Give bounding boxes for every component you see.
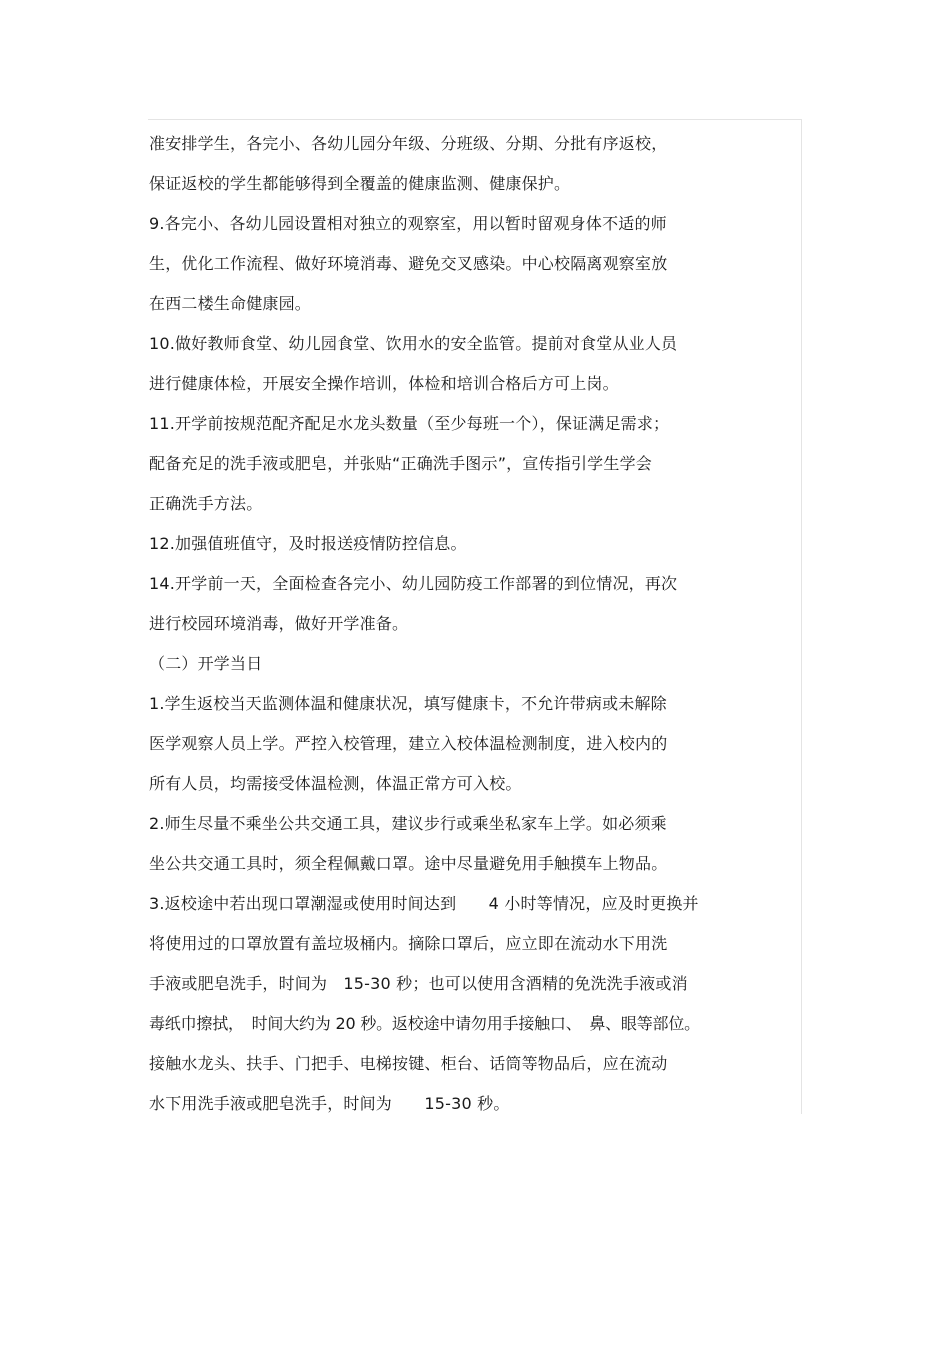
text-line: 正确洗手方法。 bbox=[149, 494, 263, 513]
text-line: 11.开学前按规范配齐配足水龙头数量（至少每班一个），保证满足需求； bbox=[149, 414, 670, 433]
text-line: 坐公共交通工具时，须全程佩戴口罩。途中尽量避免用手触摸车上物品。 bbox=[149, 854, 668, 873]
text-line: 保证返校的学生都能够得到全覆盖的健康监测、健康保护。 bbox=[149, 174, 571, 193]
text-line: 接触水龙头、扶手、门把手、电梯按键、柜台、话筒等物品后，应在流动 bbox=[149, 1054, 668, 1073]
text-line: 所有人员，均需接受体温检测，体温正常方可入校。 bbox=[149, 774, 522, 793]
text-line: 进行校园环境消毒，做好开学准备。 bbox=[149, 614, 409, 633]
text-line: 手液或肥皂洗手，时间为 15-30 秒；也可以使用含酒精的免洗洗手液或消 bbox=[149, 974, 688, 993]
text-line: 14.开学前一天，全面检查各完小、幼儿园防疫工作部署的到位情况，再次 bbox=[149, 574, 678, 593]
text-line: 生，优化工作流程、做好环境消毒、避免交叉感染。中心校隔离观察室放 bbox=[149, 254, 668, 273]
text-line: 将使用过的口罩放置有盖垃圾桶内。摘除口罩后，应立即在流动水下用洗 bbox=[149, 934, 668, 953]
text-line: 9.各完小、各幼儿园设置相对独立的观察室，用以暂时留观身体不适的师 bbox=[149, 214, 667, 233]
text-line: 医学观察人员上学。严控入校管理，建立入校体温检测制度，进入校内的 bbox=[149, 734, 668, 753]
section-heading: （二）开学当日 bbox=[149, 654, 263, 673]
text-line: 10.做好教师食堂、幼儿园食堂、饮用水的安全监管。提前对食堂从业人员 bbox=[149, 334, 678, 353]
text-line: 进行健康体检，开展安全操作培训，体检和培训合格后方可上岗。 bbox=[149, 374, 619, 393]
text-line: 毒纸巾擦拭， 时间大约为 20 秒。返校途中请勿用手接触口、 鼻、眼等部位。 bbox=[149, 1014, 700, 1033]
text-line: 2.师生尽量不乘坐公共交通工具，建议步行或乘坐私家车上学。如必须乘 bbox=[149, 814, 667, 833]
text-line: 1.学生返校当天监测体温和健康状况，填写健康卡，不允许带病或未解除 bbox=[149, 694, 667, 713]
text-line: 配备充足的洗手液或肥皂，并张贴“正确洗手图示”，宣传指引学生学会 bbox=[149, 454, 652, 473]
text-line: 准安排学生，各完小、各幼儿园分年级、分班级、分期、分批有序返校， bbox=[149, 134, 668, 153]
text-line: 12.加强值班值守，及时报送疫情防控信息。 bbox=[149, 534, 467, 553]
text-line: 3.返校途中若出现口罩潮湿或使用时间达到 4 小时等情况，应及时更换并 bbox=[149, 894, 699, 913]
text-line: 水下用洗手液或肥皂洗手，时间为 15-30 秒。 bbox=[149, 1094, 510, 1113]
document-body bbox=[149, 128, 809, 1128]
text-line: 在西二楼生命健康园。 bbox=[149, 294, 312, 313]
